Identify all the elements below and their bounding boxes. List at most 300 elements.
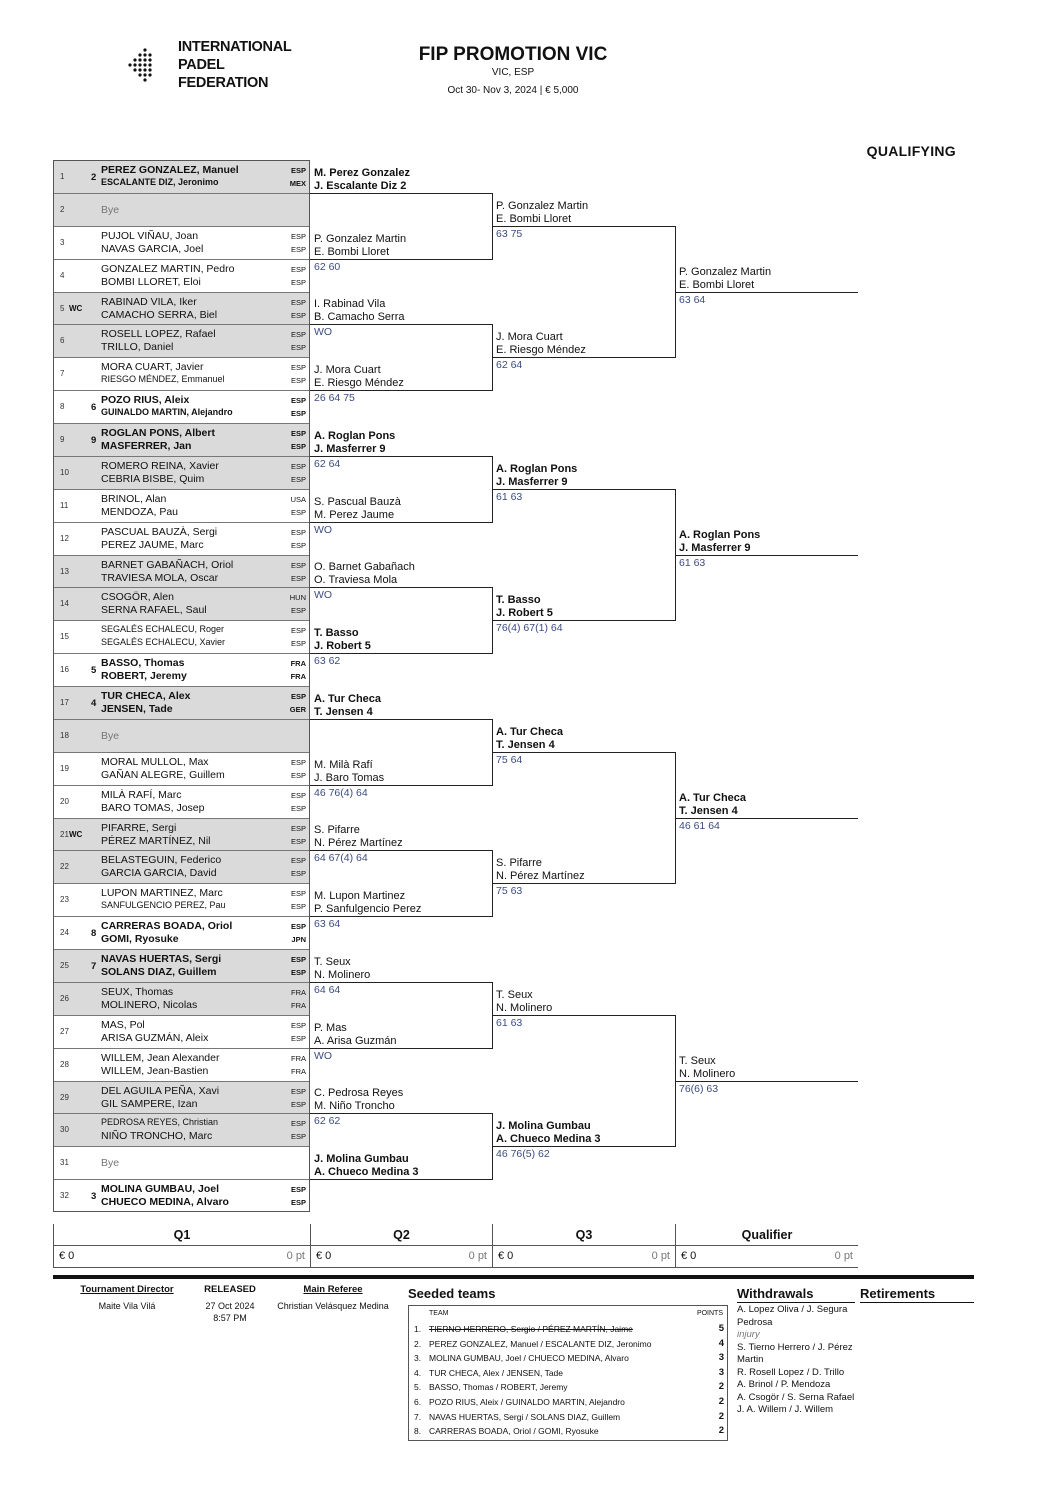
player-name: ARISA GUZMÁN, Aleix [101, 1031, 209, 1044]
player-name: SOLANS DIAZ, Guillem [101, 966, 217, 978]
slot-number: 16 [60, 665, 69, 675]
bye-label: Bye [101, 1157, 120, 1170]
winner-player: P. Mas [314, 1021, 347, 1034]
winner-player: A. Tur Checa [496, 725, 564, 738]
player-name: GARCIA GARCIA, David [101, 867, 217, 880]
player-country: ESP [290, 790, 306, 800]
match-winner [679, 529, 760, 555]
slot-number: 12 [60, 533, 69, 543]
player-name: PÉREZ MARTÍNEZ, Nil [101, 834, 211, 847]
bracket-line [310, 850, 492, 851]
winner-player: E. Bombi Lloret [679, 278, 755, 291]
player-country: ESP [290, 803, 306, 813]
bracket-line [492, 489, 675, 490]
player-country: ESP [290, 757, 306, 767]
match-winner [314, 298, 404, 324]
player-country: ESP [290, 770, 306, 780]
slot-number: 22 [60, 862, 69, 872]
wildcard-badge: WC [69, 303, 83, 313]
player-name: PEREZ JAUME, Marc [101, 538, 204, 551]
winner-player: S. Pascual Bauzà [314, 495, 401, 508]
seed-number: 9 [91, 435, 97, 446]
winner-player: J. Mora Cuart [314, 364, 381, 377]
withdrawal-item: A. Csogör / S. Serna Rafael [737, 1391, 855, 1403]
seed-team: TIERNO HERRERO, Sergio / PÉREZ MARTÍN, Jaime [429, 1324, 633, 1334]
player-name: NAVAS HUERTAS, Sergi [101, 953, 222, 965]
player-name: ROMERO REINA, Xavier [101, 459, 219, 472]
player-name: NIÑO TRONCHO, Marc [101, 1130, 213, 1143]
player-name: MORA CUART, Javier [101, 361, 204, 374]
player-country: ESP [290, 363, 306, 373]
winner-player: T. Basso [314, 627, 359, 640]
round-column [492, 1224, 675, 1268]
player-country: ESP [290, 409, 306, 419]
match-winner [314, 693, 381, 719]
player-country: ESP [290, 1020, 306, 1030]
seed-points: 4 [718, 1337, 724, 1349]
player-country: ESP [290, 692, 306, 701]
player-name: BASSO, Thomas [101, 657, 185, 670]
player-name: GONZALEZ MARTIN, Pedro [101, 262, 235, 275]
winner-player: J. Robert 5 [496, 607, 553, 620]
player-name: GAÑAN ALEGRE, Guillem [101, 768, 225, 781]
player-country: ESP [290, 297, 306, 307]
match-winner [314, 956, 370, 982]
match-winner [496, 331, 586, 357]
seed-number: 8 [91, 928, 97, 940]
seed-rank: 5. [414, 1382, 422, 1393]
match-score: 61 63 [496, 1016, 523, 1029]
slot-number: 8 [60, 402, 65, 412]
released-date: 27 Oct 2024 [205, 1301, 255, 1311]
bracket-line [310, 193, 492, 194]
player-name: CSOGÖR, Alen [101, 591, 174, 604]
player-name: ESCALANTE DIZ, Jeronimo [101, 177, 219, 187]
winner-player: T. Seux [679, 1054, 716, 1067]
tournament-location: VIC, ESP [491, 67, 535, 78]
match-score: 26 64 75 [314, 392, 355, 405]
player-name: TRILLO, Daniel [101, 341, 174, 354]
match-winner [496, 726, 563, 752]
withdrawal-item: S. Tierno Herrero / J. Pérez Martin [737, 1341, 853, 1365]
seed-row [414, 1322, 724, 1337]
player-country: ESP [290, 1033, 306, 1043]
bracket-line [492, 1015, 675, 1016]
bracket-line [310, 259, 492, 260]
slot-number: 17 [60, 698, 69, 707]
winner-player: I. Rabinad Vila [314, 298, 386, 311]
match-score: 63 64 [679, 293, 706, 306]
withdrawals-title: Withdrawals [737, 1286, 814, 1301]
seed-points: 2 [718, 1410, 724, 1422]
player-country: ESP [290, 889, 306, 899]
bracket-line [310, 1113, 492, 1114]
player-country: FRA [291, 1066, 306, 1076]
footer-divider [53, 1275, 974, 1279]
winner-player: A. Roglan Pons [314, 429, 396, 442]
winner-player: E. Bombi Lloret [496, 212, 572, 225]
seed-row [414, 1395, 724, 1410]
player-country: FRA [290, 672, 306, 682]
winner-player: M. Perez Gonzalez [314, 166, 410, 179]
player-name: NAVAS GARCIA, Joel [101, 242, 204, 255]
match-winner [314, 233, 406, 259]
winner-player: J. Mora Cuart [496, 331, 563, 344]
seed-row [414, 1380, 724, 1395]
winner-player: M. Milà Rafí [314, 758, 373, 771]
player-country: ESP [290, 922, 306, 932]
seed-number: 6 [91, 402, 97, 414]
seeded-teams-title: Seeded teams [408, 1286, 496, 1301]
bye-label: Bye [101, 203, 120, 216]
seed-rank: 4. [414, 1367, 422, 1378]
winner-player: A. Roglan Pons [496, 462, 578, 475]
match-winner [314, 496, 401, 522]
slot-number: 14 [60, 599, 69, 609]
seed-points: 2 [718, 1425, 724, 1437]
winner-player: J. Molina Gumbau [314, 1153, 409, 1166]
player-country: ESP [290, 955, 306, 964]
bracket-line [310, 1048, 492, 1049]
winner-player: J. Molina Gumbau [496, 1120, 591, 1133]
retirements-title: Retirements [860, 1286, 936, 1301]
slot-number: 9 [60, 435, 65, 444]
player-name: CHUECO MEDINA, Alvaro [101, 1196, 229, 1209]
player-name: MENDOZA, Pau [101, 505, 179, 518]
match-score: 76(6) 63 [679, 1082, 719, 1095]
wildcard-badge: WC [69, 829, 83, 839]
player-name: TUR CHECA, Alex [101, 690, 191, 702]
slot-number: 3 [60, 237, 65, 247]
player-name: CEBRIA BISBE, Quim [101, 472, 205, 485]
winner-player: N. Pérez Martínez [314, 837, 403, 850]
slot-number: 30 [60, 1125, 69, 1135]
slot-number: 11 [60, 500, 69, 510]
player-country: ESP [290, 310, 306, 320]
slot-number: 2 [60, 204, 65, 214]
winner-player: J. Masferrer 9 [679, 541, 751, 554]
player-country: HUN [289, 593, 306, 603]
player-country: ESP [290, 606, 306, 616]
winner-player: T. Seux [496, 988, 533, 1001]
match-winner [314, 167, 410, 193]
player-name: RABINAD VILA, Iker [101, 295, 197, 308]
player-country: ESP [290, 474, 306, 484]
player-country: ESP [290, 527, 306, 537]
round-name: Q2 [393, 1228, 410, 1242]
player-country: ESP [290, 902, 306, 912]
bracket-line [675, 555, 858, 556]
player-country: GER [289, 705, 306, 714]
player-name: SANFULGENCIO PEREZ, Pau [101, 900, 226, 911]
round-column [53, 1224, 310, 1268]
seed-team: NAVAS HUERTAS, Sergi / SOLANS DIAZ, Guillem [429, 1411, 621, 1422]
player-name: MOLINA GUMBAU, Joel [101, 1183, 220, 1196]
referee-label: Main Referee [303, 1284, 363, 1295]
match-score: 64 67(4) 64 [314, 852, 368, 865]
winner-player: P. Gonzalez Martin [314, 232, 407, 245]
slot-number: 25 [60, 961, 69, 970]
seed-rank: 2. [414, 1338, 422, 1349]
match-score: WO [314, 589, 333, 602]
seed-team: TUR CHECA, Alex / JENSEN, Tade [429, 1367, 563, 1378]
match-score: 75 64 [496, 753, 523, 766]
match-winner [496, 200, 588, 226]
match-score: 46 61 64 [679, 819, 720, 832]
winner-player: P. Gonzalez Martin [679, 265, 772, 278]
player-name: GUINALDO MARTIN, Alejandro [101, 407, 233, 418]
match-winner [679, 1055, 735, 1081]
match-score: WO [314, 1049, 333, 1062]
round-name: Qualifier [741, 1228, 793, 1242]
player-country: ESP [290, 626, 306, 636]
player-name: LUPON MARTINEZ, Marc [101, 887, 223, 900]
bracket-line [492, 226, 675, 227]
bracket-line [310, 916, 492, 917]
player-name: BARNET GABAÑACH, Oriol [101, 558, 234, 571]
withdrawal-reason: injury [737, 1329, 760, 1340]
match-winner [314, 364, 404, 390]
withdrawal-item: J. A. Willem / J. Willem [737, 1404, 834, 1415]
player-name: BOMBI LLORET, Eloi [101, 275, 201, 288]
match-score: 62 64 [496, 359, 523, 372]
slot-number: 7 [60, 369, 65, 379]
match-winner [314, 1153, 419, 1179]
winner-player: N. Pérez Martínez [496, 870, 585, 883]
winner-player: P. Gonzalez Martin [496, 199, 589, 212]
slot-number: 31 [60, 1158, 69, 1168]
seed-row [414, 1410, 724, 1425]
slot-number: 13 [60, 566, 69, 576]
withdrawals-list [737, 1304, 855, 1417]
player-name: PEREZ GONZALEZ, Manuel [101, 164, 239, 176]
player-name: SERNA RAFAEL, Saul [101, 604, 207, 617]
match-winner [496, 463, 577, 489]
match-score: 46 76(4) 64 [314, 786, 368, 799]
player-name: DEL AGUILA PEÑA, Xavi [101, 1084, 220, 1097]
winner-player: M. Perez Jaume [314, 508, 395, 521]
seed-row [414, 1366, 724, 1381]
seed-number: 4 [91, 698, 97, 709]
round-column [310, 1224, 492, 1268]
player-country: ESP [290, 166, 306, 175]
seed-number: 2 [91, 172, 97, 183]
winner-player: J. Robert 5 [314, 640, 371, 653]
winner-player: M. Niño Troncho [314, 1100, 395, 1113]
match-winner [314, 890, 421, 916]
winner-player: N. Molinero [314, 968, 371, 981]
seeded-teams-table [408, 1305, 728, 1441]
match-score: 61 63 [496, 490, 523, 503]
bracket-line [310, 587, 492, 588]
winner-player: T. Jensen 4 [314, 705, 373, 718]
bracket-line [310, 1179, 492, 1180]
player-name: SEUX, Thomas [101, 985, 174, 998]
tournament-title: FIP PROMOTION VIC [418, 44, 608, 65]
round-column [675, 1224, 858, 1268]
seed-team: MOLINA GUMBAU, Joel / CHUECO MEDINA, Alvaro [429, 1353, 629, 1364]
player-country: ESP [290, 330, 306, 340]
winner-player: A. Arisa Guzmán [314, 1034, 397, 1047]
bracket-line [492, 752, 675, 753]
seed-number: 3 [91, 1191, 97, 1203]
director-name: Maite Vila Vilá [98, 1301, 156, 1311]
team-column-header: TEAM [429, 1310, 449, 1317]
round-name: Q3 [575, 1228, 593, 1242]
winner-player: A. Tur Checa [314, 692, 382, 705]
bracket-line [675, 1081, 858, 1082]
winner-player: T. Basso [496, 594, 541, 607]
player-name: TRAVIESA MOLA, Oscar [101, 571, 219, 584]
winner-player: T. Jensen 4 [496, 738, 555, 751]
match-score: 76(4) 67(1) 64 [496, 622, 563, 635]
seed-number: 5 [91, 665, 97, 677]
player-country: ESP [290, 277, 306, 287]
player-name: BELASTEGUIN, Federico [101, 854, 222, 867]
player-country: ESP [290, 1132, 306, 1142]
bracket-line [310, 456, 492, 457]
bracket-line [310, 653, 492, 654]
round-prize: € 0 [59, 1250, 75, 1262]
player-name: BARO TOMAS, Josep [101, 801, 205, 814]
player-name: GOMI, Ryosuke [101, 933, 179, 946]
round-points: 0 pt [286, 1250, 305, 1262]
player-country: USA [290, 494, 306, 504]
seed-points: 5 [718, 1323, 724, 1334]
player-name: WILLEM, Jean Alexander [101, 1051, 220, 1064]
round-prize: € 0 [498, 1250, 514, 1262]
player-country: ESP [290, 1119, 306, 1129]
match-score: 61 63 [679, 556, 706, 569]
match-winner [314, 1022, 397, 1048]
match-winner [496, 1120, 601, 1146]
bye-label: Bye [101, 729, 120, 742]
winner-player: O. Traviesa Mola [314, 574, 398, 587]
player-country: JPN [291, 935, 306, 945]
slot-number: 6 [60, 336, 65, 346]
player-country: ESP [290, 869, 306, 879]
draw-stage: QUALIFYING [866, 143, 956, 159]
seed-team: POZO RIUS, Aleix / GUINALDO MARTIN, Alejandro [429, 1397, 625, 1407]
winner-player: O. Barnet Gabañach [314, 561, 415, 574]
round-points: 0 pt [468, 1250, 487, 1262]
director-label: Tournament Director [80, 1284, 174, 1295]
player-country: ESP [290, 540, 306, 550]
slot-number: 1 [60, 172, 65, 181]
player-country: ESP [290, 836, 306, 846]
seed-points: 3 [718, 1366, 724, 1378]
match-winner [314, 1087, 403, 1113]
match-score: 75 63 [496, 885, 523, 898]
player-name: POZO RIUS, Aleix [101, 394, 190, 407]
round-points: 0 pt [651, 1250, 670, 1262]
bracket-line [310, 324, 492, 325]
player-country: ESP [290, 264, 306, 274]
winner-player: J. Baro Tomas [314, 771, 385, 784]
player-name: RIESGO MÉNDEZ, Emmanuel [101, 374, 225, 385]
player-country: ESP [290, 1086, 306, 1096]
winner-player: J. Masferrer 9 [496, 475, 568, 488]
match-winner [496, 857, 585, 883]
bracket-line [310, 785, 492, 786]
winner-player: N. Molinero [679, 1067, 736, 1080]
round-prize: € 0 [316, 1250, 332, 1262]
player-country: ESP [290, 823, 306, 833]
seed-rank: 3. [414, 1353, 422, 1364]
divider [737, 1302, 855, 1303]
player-name: ROBERT, Jeremy [101, 670, 187, 683]
match-winner [496, 594, 553, 620]
player-country: ESP [290, 429, 306, 438]
seed-rank: 1. [414, 1324, 422, 1334]
match-score: WO [314, 523, 333, 536]
player-name: SEGALÉS ECHALECU, Roger [101, 624, 225, 635]
player-name: MASFERRER, Jan [101, 440, 192, 452]
player-country: ESP [290, 560, 306, 570]
referee-name: Christian Velásquez Medina [277, 1301, 389, 1311]
player-country: ESP [290, 376, 306, 386]
player-name: ROSELL LOPEZ, Rafael [101, 328, 216, 341]
slot-number: 27 [60, 1026, 69, 1036]
player-name: PIFARRE, Sergi [101, 821, 177, 834]
seed-points: 2 [718, 1396, 724, 1407]
withdrawal-item: R. Rosell Lopez / D. Trillo [737, 1366, 845, 1378]
player-name: SEGALÉS ECHALECU, Xavier [101, 637, 226, 648]
player-name: CAMACHO SERRA, Biel [101, 308, 218, 321]
match-score: 63 75 [496, 227, 523, 240]
player-country: ESP [290, 507, 306, 517]
player-name: WILLEM, Jean-Bastien [101, 1064, 209, 1077]
match-score: 46 76(5) 62 [496, 1148, 550, 1161]
player-country: ESP [290, 1099, 306, 1109]
player-country: FRA [291, 1000, 306, 1010]
player-country: FRA [290, 659, 306, 669]
winner-player: A. Chueco Medina 3 [496, 1133, 601, 1146]
winner-player: E. Bombi Lloret [314, 245, 390, 258]
winner-player: C. Pedrosa Reyes [314, 1087, 404, 1100]
match-score: 63 62 [314, 655, 341, 668]
match-winner [679, 792, 746, 818]
released-time: 8:57 PM [213, 1313, 247, 1323]
seed-points: 2 [718, 1381, 724, 1393]
match-winner [314, 561, 415, 587]
player-country: ESP [290, 968, 306, 977]
player-name: ROGLAN PONS, Albert [101, 427, 215, 439]
player-country: ESP [290, 856, 306, 866]
winner-player: B. Camacho Serra [314, 311, 405, 324]
player-country: ESP [290, 442, 306, 451]
bracket-line [310, 522, 492, 523]
match-score: 62 64 [314, 457, 341, 470]
winner-player: T. Jensen 4 [679, 804, 738, 817]
winner-player: J. Masferrer 9 [314, 442, 386, 455]
slot-number: 32 [60, 1191, 69, 1201]
player-name: CARRERAS BOADA, Oriol [101, 920, 233, 933]
winner-player: P. Sanfulgencio Perez [314, 903, 422, 916]
match-winner [679, 266, 771, 292]
player-country: ESP [290, 343, 306, 353]
bracket-line [310, 982, 492, 983]
slot-number: 24 [60, 928, 69, 938]
tournament-dates: Oct 30- Nov 3, 2024 | € 5,000 [447, 85, 579, 96]
match-winner [314, 430, 395, 456]
match-score: 64 64 [314, 983, 341, 996]
slot-number: 23 [60, 895, 69, 905]
seed-team: PEREZ GONZALEZ, Manuel / ESCALANTE DIZ, Jeronimo [429, 1338, 652, 1349]
slot-number: 5 [60, 303, 65, 313]
match-winner [314, 627, 371, 653]
round-points: 0 pt [834, 1250, 853, 1262]
